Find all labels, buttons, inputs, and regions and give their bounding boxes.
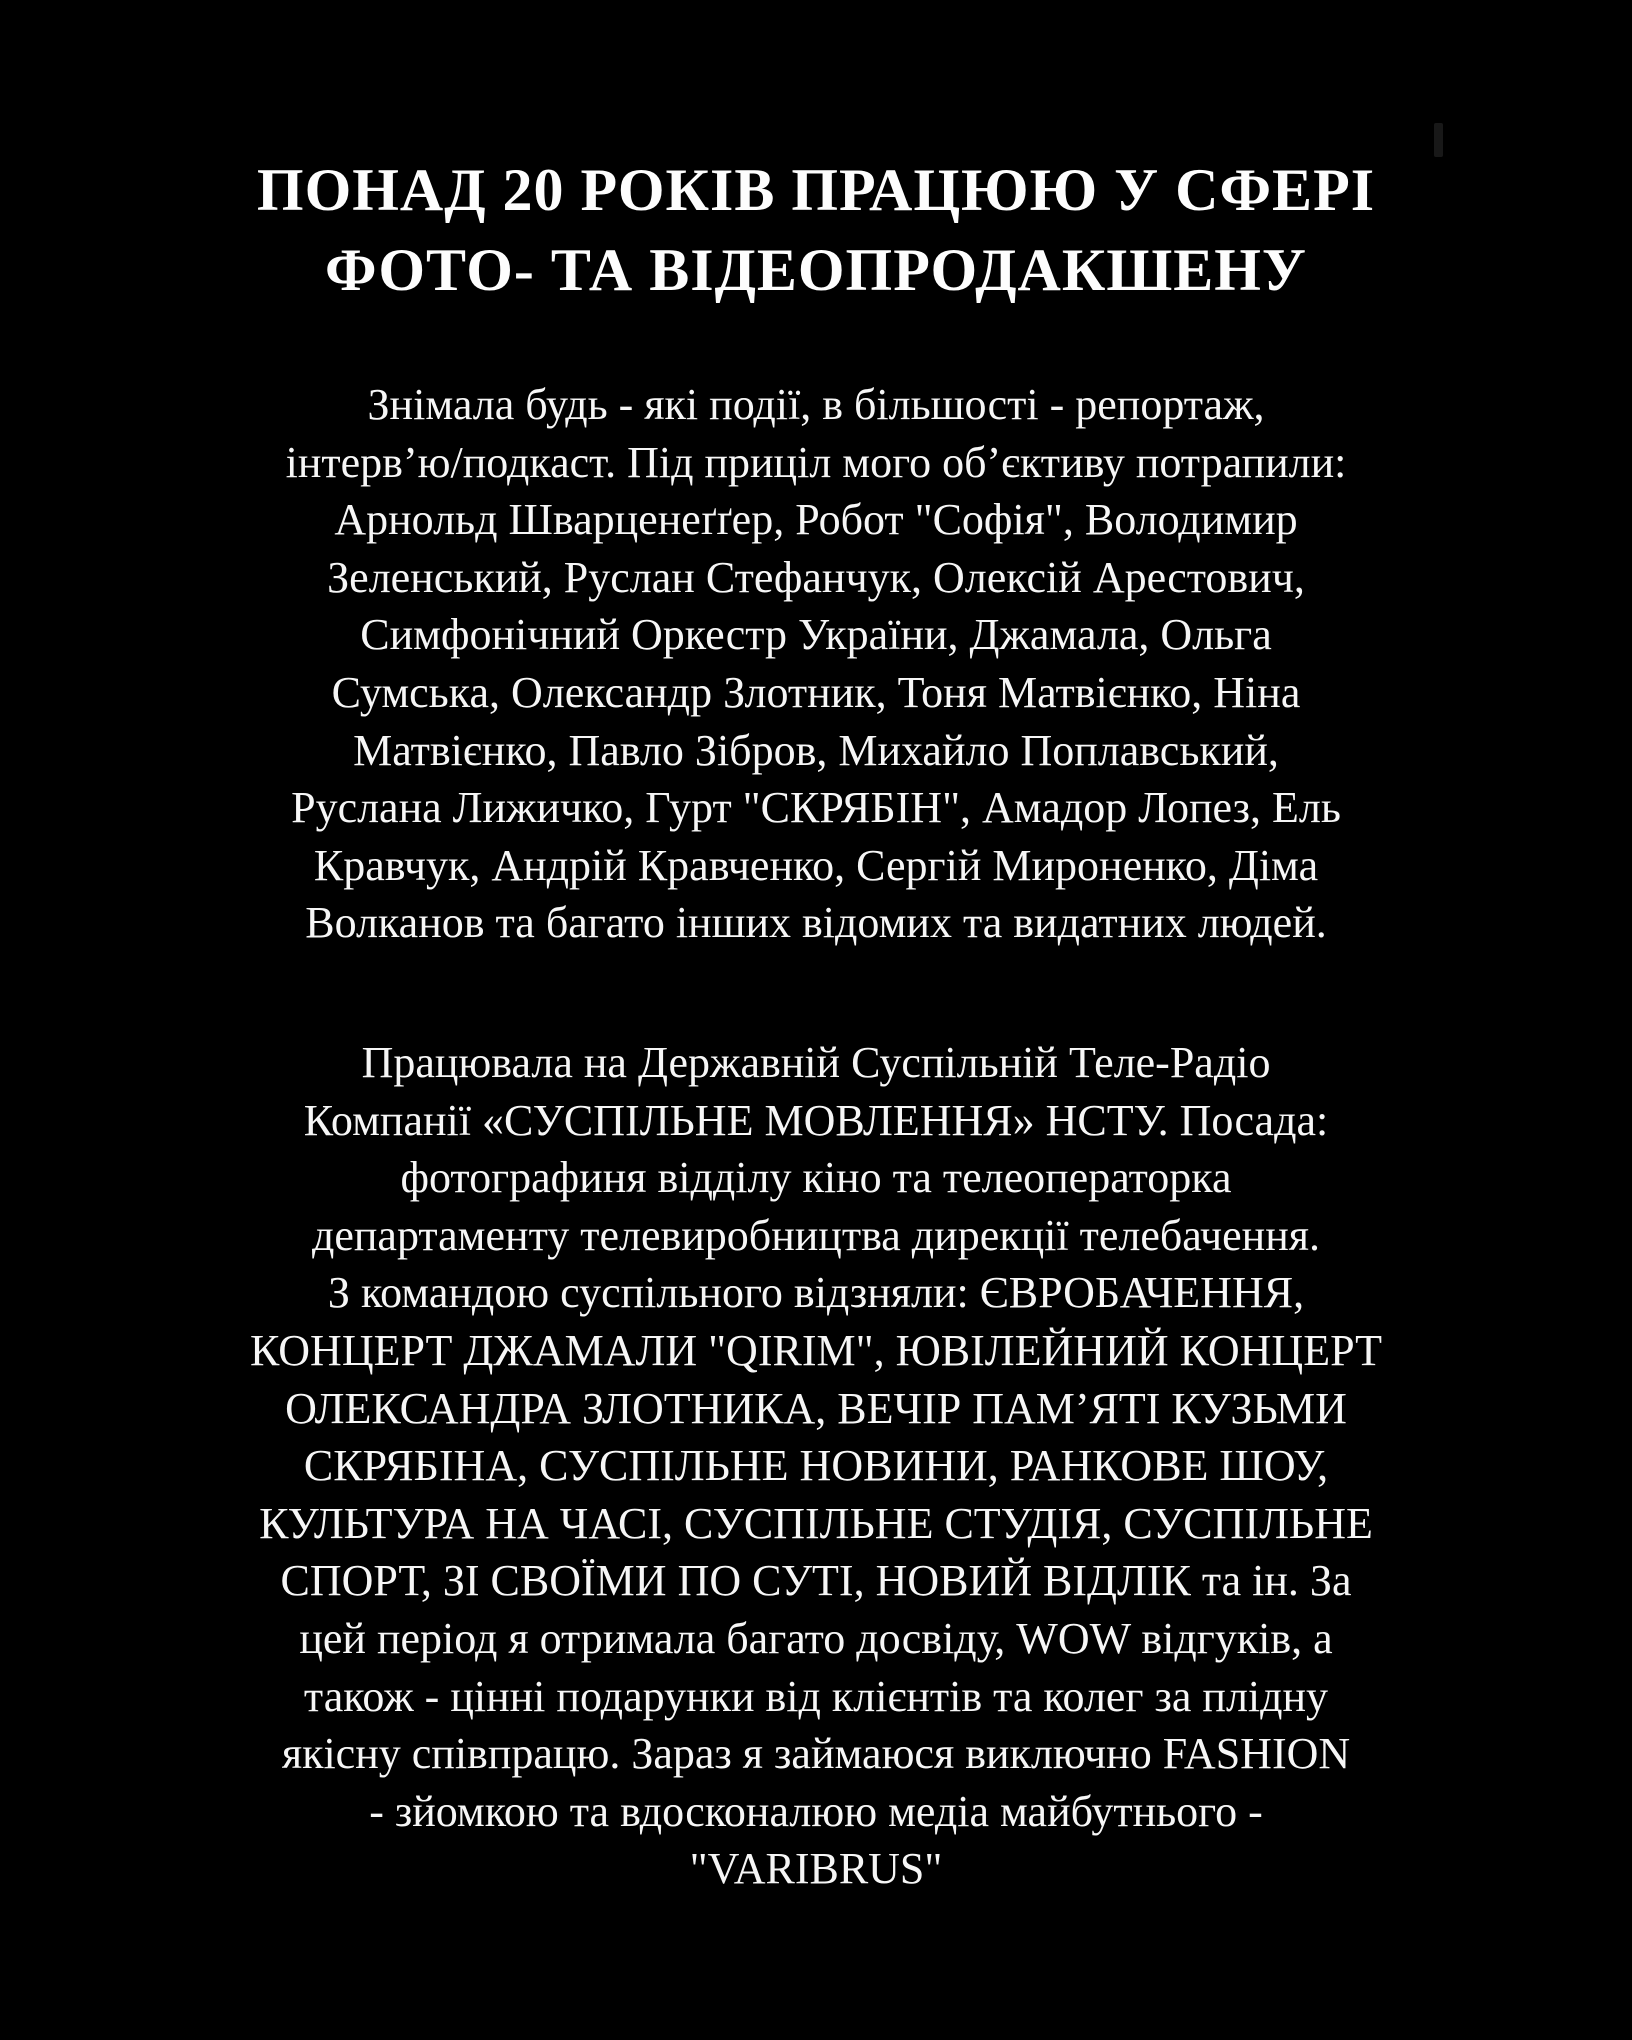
text-line: Сумська, Олександр Злотник, Тоня Матвієнко, Ніна: [331, 667, 1301, 717]
text-line: З командою суспільного відзняли: ЄВРОБАЧЕННЯ,: [327, 1268, 1305, 1318]
text-line: ОЛЕКСАНДРА ЗЛОТНИКА, ВЕЧІР ПАМ’ЯТІ КУЗЬМИ: [285, 1383, 1347, 1433]
text-line: Матвієнко, Павло Зібров, Михайло Поплавський,: [353, 725, 1279, 775]
text-line: фотографиня відділу кіно та телеоператорка: [400, 1153, 1232, 1203]
text-line: Руслана Лижичко, Гурт "СКРЯБІН", Амадор Лопез, Ель: [291, 783, 1341, 833]
text-line: Волканов та багато інших відомих та видатних людей.: [305, 898, 1327, 948]
text-line: інтерв’ю/подкаст. Під приціл мого об’єктиву потрапили:: [285, 437, 1347, 487]
title-line: ПОНАД 20 РОКІВ ПРАЦЮЮ У СФЕРІ: [256, 157, 1376, 223]
text-line: Зеленський, Руслан Стефанчук, Олексій Арестович,: [327, 552, 1305, 602]
text-line: КОНЦЕРТ ДЖАМАЛИ "QIRIM", ЮВІЛЕЙНИЙ КОНЦЕРТ: [250, 1325, 1382, 1375]
text-line: цей період я отримала багато досвіду, WOW відгуків, а: [299, 1613, 1333, 1663]
text-line: "VARIBRUS": [689, 1844, 943, 1894]
bio-paragraph-events: [96, 376, 1536, 952]
page-title: [0, 150, 1632, 310]
text-line: СПОРТ, ЗІ СВОЇМИ ПО СУТІ, НОВИЙ ВІДЛІК та ін. За: [280, 1556, 1352, 1606]
text-line: департаменту телевиробництва дирекції телебачення.: [311, 1210, 1321, 1260]
bio-paragraph-broadcasting: [96, 1034, 1536, 1898]
text-line: якісну співпрацю. Зараз я займаюся виключно FASHION: [281, 1729, 1351, 1779]
text-line: Симфонічний Оркестр України, Джамала, Ольга: [360, 610, 1272, 660]
text-line: СКРЯБІНА, СУСПІЛЬНЕ НОВИНИ, РАНКОВЕ ШОУ,: [303, 1441, 1329, 1491]
text-line: також - цінні подарунки від клієнтів та колег за плідну: [303, 1671, 1329, 1721]
text-line: Кравчук, Андрій Кравченко, Сергій Мироненко, Діма: [313, 840, 1319, 890]
text-line: - зйомкою та вдосконалюю медіа майбутнього -: [369, 1786, 1263, 1836]
text-line: Арнольд Шварценеґґер, Робот "Софія", Володимир: [334, 495, 1298, 545]
title-line: ФОТО- ТА ВІДЕОПРОДАКШЕНУ: [325, 237, 1307, 303]
text-line: Працювала на Державній Суспільній Теле-Радіо: [361, 1038, 1271, 1087]
text-line: Знімала будь - які події, в більшості - репортаж,: [367, 380, 1265, 429]
text-line: Компанії «СУСПІЛЬНЕ МОВЛЕННЯ» НСТУ. Посада:: [303, 1095, 1329, 1145]
text-line: КУЛЬТУРА НА ЧАСІ, СУСПІЛЬНЕ СТУДІЯ, СУСПІЛЬНЕ: [259, 1498, 1373, 1548]
